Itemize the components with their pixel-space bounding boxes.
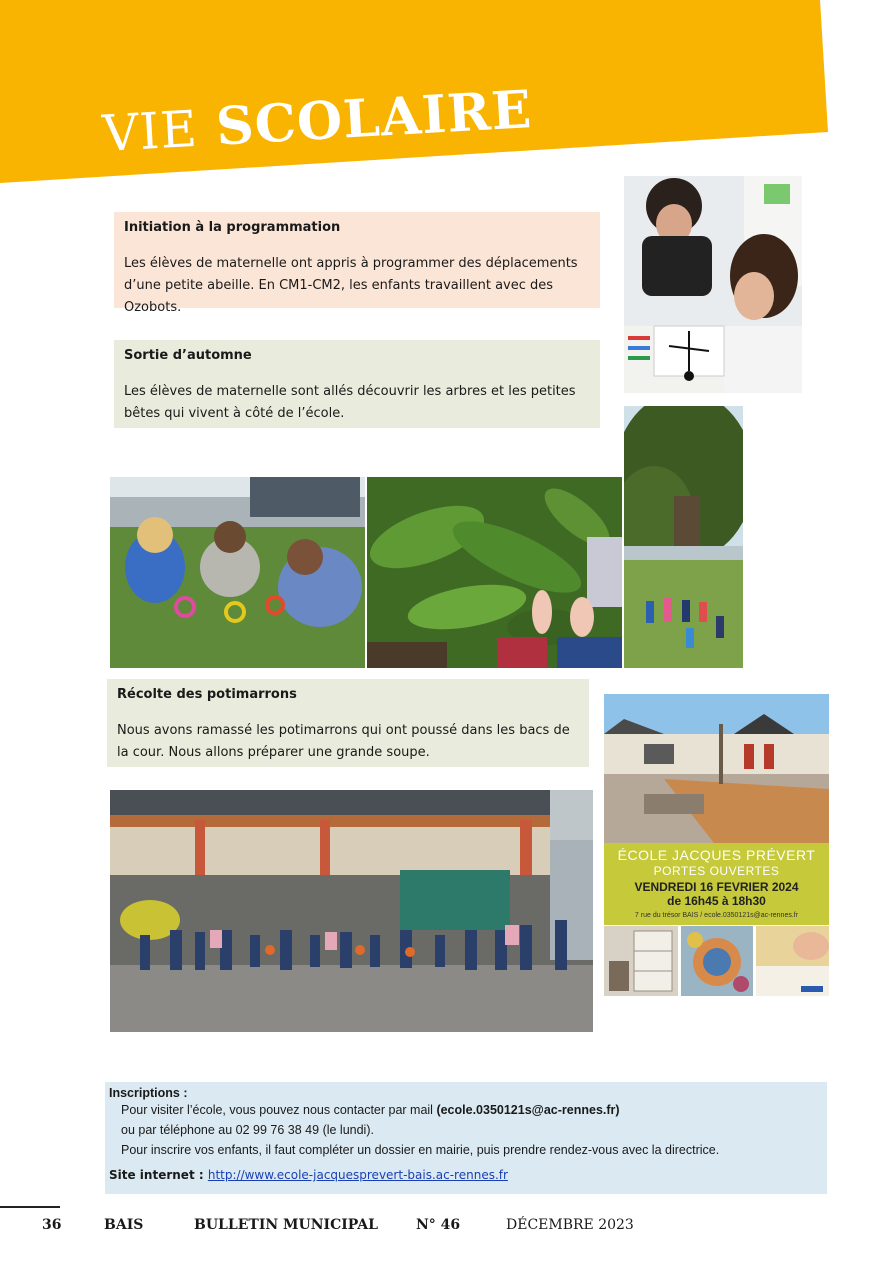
section-text: Les élèves de maternelle ont appris à programmer des déplacements d’une petite abeille. En CM1-CM2, les enfants travaillent avec des Ozobots. bbox=[124, 256, 578, 315]
section-heading: Sortie d’automne bbox=[124, 348, 252, 363]
poster-thumb-library bbox=[604, 926, 678, 996]
inscriptions-box bbox=[105, 1082, 827, 1194]
section-programmation bbox=[114, 212, 600, 315]
section-text: Les élèves de maternelle sont allés découvrir les arbres et les petites bêtes qui vivent à côté de l’école. bbox=[124, 384, 576, 421]
section-heading: Récolte des potimarrons bbox=[117, 687, 297, 702]
footer-town: BAIS bbox=[104, 1217, 144, 1233]
photo-school-building bbox=[604, 694, 829, 843]
open-day-poster bbox=[604, 843, 829, 925]
photo-class-group bbox=[110, 790, 593, 1032]
photo-magnifiers bbox=[110, 477, 365, 668]
photo-leaves bbox=[367, 477, 622, 668]
inscriptions-line-3: Pour inscrire vos enfants, il faut compléter un dossier en mairie, puis prendre rendez-vous avec la directrice. bbox=[121, 1143, 720, 1157]
footer-date: DÉCEMBRE 2023 bbox=[506, 1217, 634, 1233]
poster-date: VENDREDI 16 FEVRIER 2024 bbox=[634, 880, 799, 894]
inscriptions-heading: Inscriptions : bbox=[109, 1086, 188, 1100]
page-title: VIE SCOLAIRE bbox=[100, 79, 534, 163]
section-potimarrons bbox=[107, 679, 589, 767]
poster-time: de 16h45 à 18h30 bbox=[667, 894, 766, 908]
section-text: Nous avons ramassé les potimarrons qui ont poussé dans les bacs de la cour. Nous allons préparer une grande soupe. bbox=[117, 723, 570, 760]
website-row bbox=[109, 1168, 823, 1182]
website-link[interactable]: http://www.ecole-jacquesprevert-bais.ac-rennes.fr bbox=[207, 1168, 508, 1182]
footer-issue: N° 46 bbox=[416, 1217, 461, 1233]
footer-rule bbox=[0, 1206, 60, 1208]
poster-address: 7 rue du trésor BAIS / ecole.0350121s@ac-rennes.fr bbox=[634, 912, 799, 919]
inscriptions-email: (ecole.0350121s@ac-rennes.fr) bbox=[436, 1103, 620, 1117]
inscriptions-line-2: ou par téléphone au 02 99 76 38 49 (le lundi). bbox=[121, 1123, 374, 1137]
section-sortie-automne bbox=[114, 340, 600, 428]
photo-tree bbox=[624, 406, 743, 668]
poster-thumb-activity bbox=[756, 926, 829, 996]
page-number: 36 bbox=[42, 1217, 62, 1233]
poster-school: ÉCOLE JACQUES PRÉVERT bbox=[617, 847, 816, 863]
photo-programming bbox=[624, 176, 802, 393]
footer-publication: BULLETIN MUNICIPAL bbox=[194, 1217, 378, 1233]
website-label: Site internet : bbox=[109, 1168, 204, 1182]
inscriptions-line-1 bbox=[121, 1100, 823, 1120]
inscriptions-text: Pour visiter l’école, vous pouvez nous contacter par mail bbox=[121, 1103, 437, 1117]
poster-event: PORTES OUVERTES bbox=[653, 864, 780, 878]
section-heading: Initiation à la programmation bbox=[124, 220, 341, 235]
poster-thumb-mosaic bbox=[681, 926, 753, 996]
